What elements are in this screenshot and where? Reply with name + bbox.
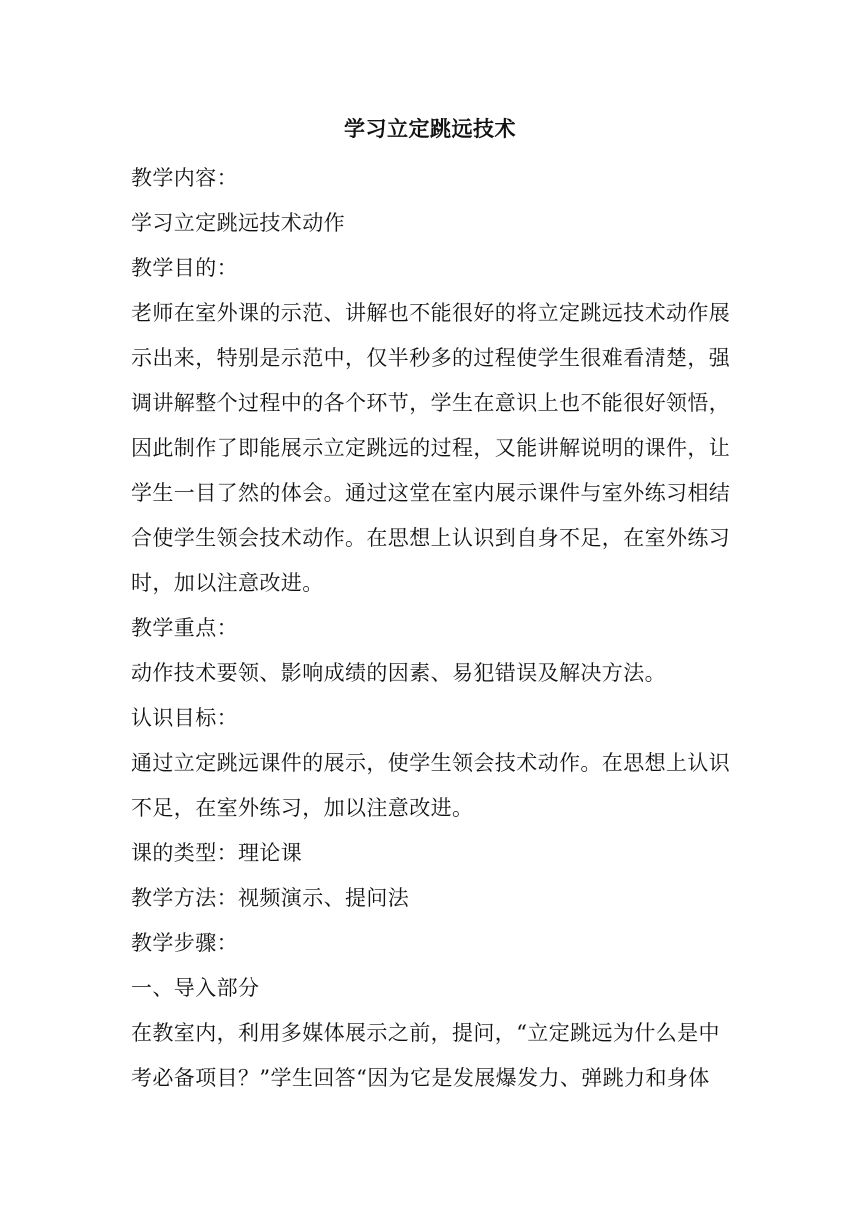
document-body bbox=[131, 156, 731, 1101]
paragraph-line: 通过立定跳远课件的展示，使学生领会技术动作。在思想上认识 bbox=[131, 751, 731, 775]
paragraph-line: 时，加以注意改进。 bbox=[131, 571, 324, 595]
paragraph-line: 示出来，特别是示范中，仅半秒多的过程使学生很难看清楚，强 bbox=[131, 346, 731, 370]
paragraph-line: 动作技术要领、影响成绩的因素、易犯错误及解决方法。 bbox=[131, 661, 666, 685]
lesson-type: 课的类型：理论课 bbox=[131, 841, 303, 865]
paragraph-line: 合使学生领会技术动作。在思想上认识到自身不足，在室外练习 bbox=[131, 526, 731, 550]
paragraph-line: 学生一目了然的体会。通过这堂在室内展示课件与室外练习相结 bbox=[131, 481, 731, 505]
paragraph-line: 不足，在室外练习，加以注意改进。 bbox=[131, 796, 474, 820]
heading-teaching-steps: 教学步骤： bbox=[131, 931, 238, 955]
document-title: 学习立定跳远技术 bbox=[344, 117, 516, 141]
heading-teaching-content: 教学内容： bbox=[131, 166, 238, 190]
heading-cognitive-goal: 认识目标： bbox=[131, 706, 238, 730]
heading-teaching-focus: 教学重点： bbox=[131, 616, 238, 640]
heading-teaching-purpose: 教学目的： bbox=[131, 256, 238, 280]
paragraph-line: 调讲解整个过程中的各个环节，学生在意识上也不能很好领悟， bbox=[131, 391, 731, 415]
paragraph-line: 老师在室外课的示范、讲解也不能很好的将立定跳远技术动作展 bbox=[131, 301, 731, 325]
paragraph-line: 学习立定跳远技术动作 bbox=[131, 211, 345, 235]
section-heading-intro: 一、导入部分 bbox=[131, 976, 260, 1000]
paragraph-line: 在教室内，利用多媒体展示之前，提问，“立定跳远为什么是中 bbox=[131, 1021, 720, 1045]
paragraph-line: 考必备项目？”学生回答“因为它是发展爆发力、弹跳力和身体 bbox=[131, 1066, 710, 1090]
teaching-method: 教学方法：视频演示、提问法 bbox=[131, 886, 410, 910]
paragraph-line: 因此制作了即能展示立定跳远的过程，又能讲解说明的课件，让 bbox=[131, 436, 731, 460]
